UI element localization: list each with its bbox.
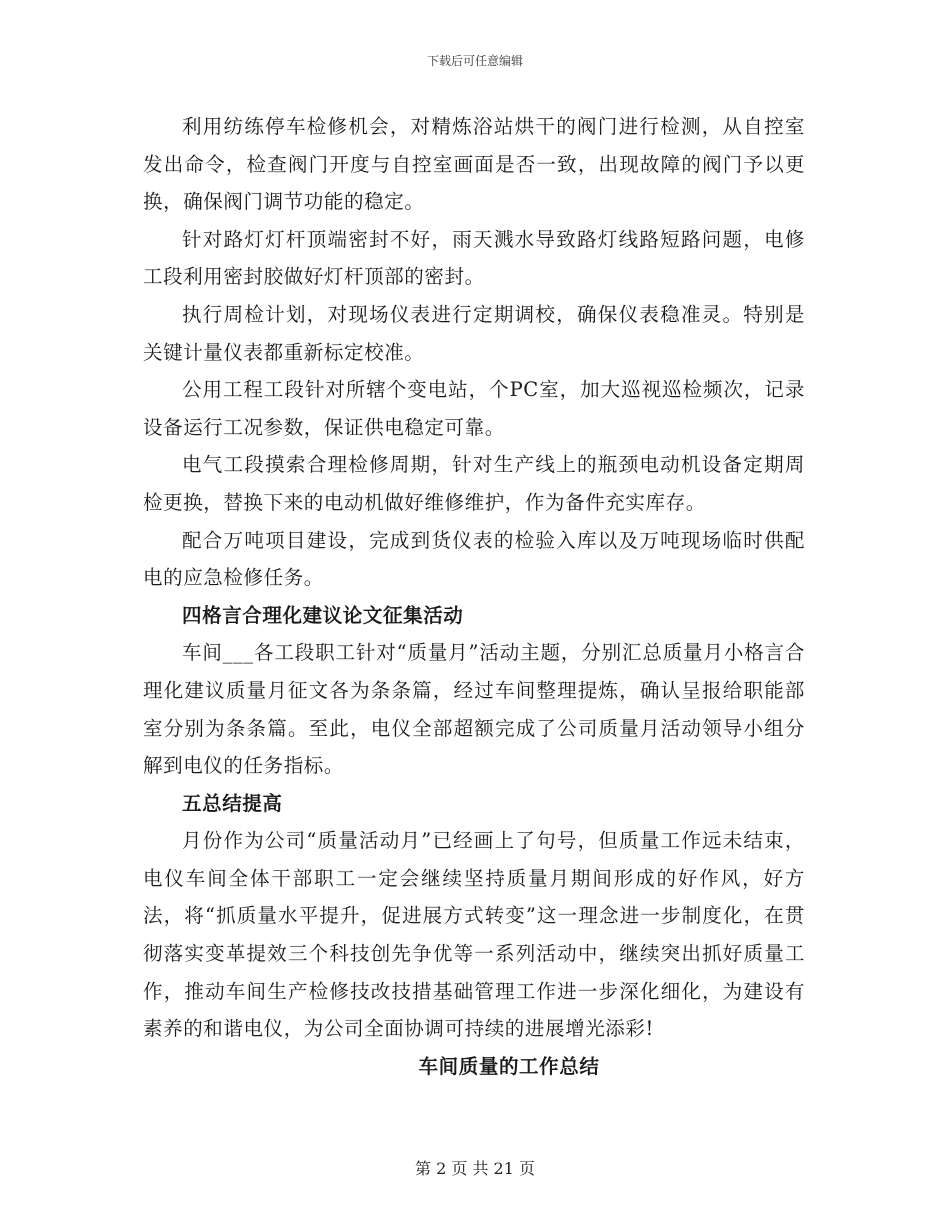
- paragraph-suggestion-collection: 车间___各工段职工针对“质量月”活动主题，分别汇总质量月小格言合理化建议质量月征文各为条条篇，经过车间整理提炼，确认呈报给职能部室分别为条条篇。至此，电仪全部超额完成了公司质量月活动领导小组分解到电仪的任务指标。: [143, 641, 805, 778]
- paragraph-valve-inspection: 利用纺练停车检修机会，对精炼浴站烘干的阀门进行检测，从自控室发出命令，检查阀门开度与自控室画面是否一致，出现故障的阀门予以更换，确保阀门调节功能的稳定。: [143, 115, 805, 214]
- paragraph-summary: 月份作为公司“质量活动月”已经画上了句号，但质量工作远未结束，电仪车间全体干部职工一定会继续坚持质量月期间形成的好作风，好方法，将“抓质量水平提升，促进展方式转变”这一理念进一步制度化，在贯彻落实变革提效三个科技创先争优等一系列活动中，继续突出抓好质量工作，推动车间生产检修技改技措基础管理工作进一步深化细化，为建设有素养的和谐电仪，为公司全面协调可持续的进展增光添彩!: [143, 829, 805, 1041]
- paragraph-streetlight-sealing: 针对路灯灯杆顶端密封不好，雨天溅水导致路灯线路短路问题，电修工段利用密封胶做好灯杆顶部的密封。: [143, 227, 805, 289]
- paragraph-project-support: 配合万吨项目建设，完成到货仪表的检验入库以及万吨现场临时供配电的应急检修任务。: [143, 528, 805, 590]
- section-heading-four: 四格言合理化建议论文征集活动: [182, 603, 464, 627]
- paragraph-motor-maintenance: 电气工段摸索合理检修周期，针对生产线上的瓶颈电动机设备定期周检更换，替换下来的电动机做好维修维护，作为备件充实库存。: [143, 453, 805, 514]
- section-heading-five: 五总结提高: [182, 791, 283, 815]
- paragraph-instrument-calibration: 执行周检计划，对现场仪表进行定期调校，确保仪表稳准灵。特别是关键计量仪表都重新标定校准。: [143, 302, 805, 364]
- page-number-footer: 第 2 页 共 21 页: [415, 1159, 535, 1178]
- document-body: [143, 108, 805, 1085]
- page-header-note: 下载后可任意编辑: [426, 54, 523, 68]
- document-subtitle: 车间质量的工作总结: [418, 1054, 600, 1078]
- paragraph-substation-patrol: 公用工程工段针对所辖个变电站，个PC室，加大巡视巡检频次，记录设备运行工况参数，保证供电稳定可靠。: [143, 378, 805, 439]
